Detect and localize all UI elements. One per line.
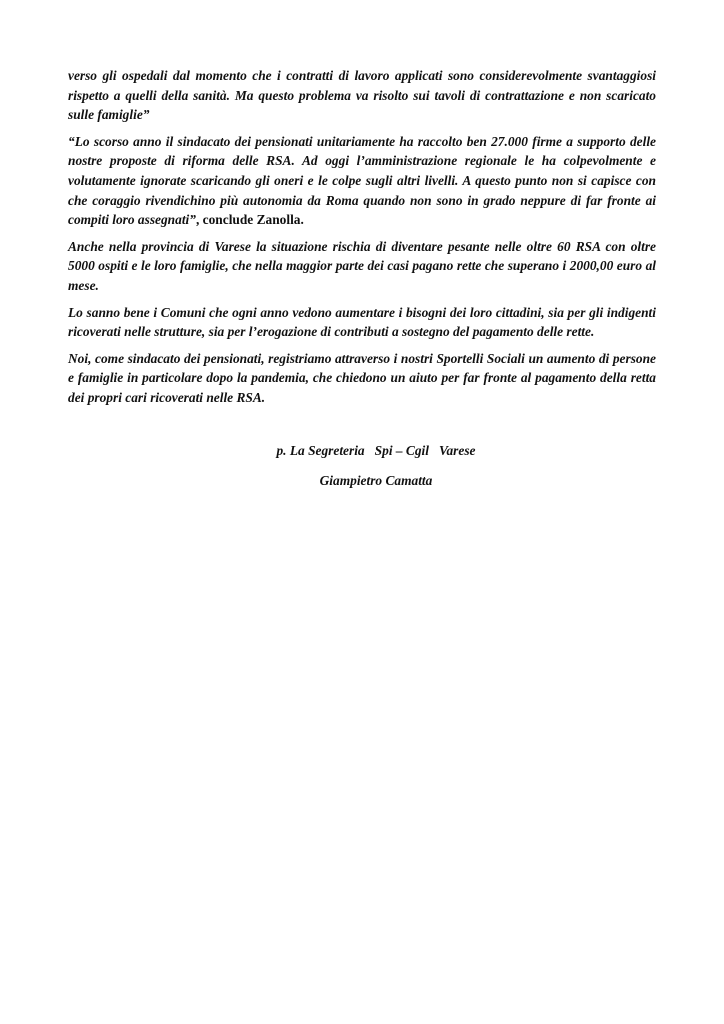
document-page <box>68 66 656 502</box>
paragraph-3 <box>68 237 656 296</box>
paragraph-2 <box>68 132 656 230</box>
paragraph-2-quote: “Lo scorso anno il sindacato dei pensionati unitariamente ha raccolto ben 27.000 firme a supporto delle nostre proposte di riforma delle RSA. Ad oggi l’amministrazione regionale le ha colpevolmente e volutamente ignorate scaricando gli oneri e le colpe sugli altri livelli. A questo punto non si capisce con che coraggio rivendichino più autonomia da Roma quando non sono in grado neppure di far fronte ai compiti loro assegnati” <box>68 133 656 228</box>
paragraph-1-text: verso gli ospedali dal momento che i contratti di lavoro applicati sono considerevolmente svantaggiosi rispetto a quelli della sanità. Ma questo problema va risolto sui tavoli di contrattazione e non scaricato sulle famiglie” <box>68 68 656 123</box>
signature-organization: p. La Segreteria Spi – Cgil Varese <box>276 442 476 458</box>
signature-name: Giampietro Camatta <box>319 473 433 489</box>
paragraph-1 <box>68 66 656 125</box>
signature-block <box>82 441 670 491</box>
paragraph-3-text: Anche nella provincia di Varese la situazione rischia di diventare pesante nelle oltre 60 RSA con oltre 5000 ospiti e le loro famiglie, che nella maggior parte dei casi pagano rette che superano i 2000,00 euro al mese. <box>68 238 656 293</box>
paragraph-5-text: Noi, come sindacato dei pensionati, registriamo attraverso i nostri Sportelli Sociali un aumento di persone e famiglie in particolare dopo la pandemia, che chiedono un aiuto per far fronte al pagamento della retta dei propri cari ricoverati nelle RSA. <box>68 350 656 405</box>
paragraph-5 <box>68 349 656 408</box>
paragraph-4 <box>68 303 656 342</box>
paragraph-2-attribution: , conclude Zanolla. <box>195 212 304 228</box>
paragraph-4-text: Lo sanno bene i Comuni che ogni anno vedono aumentare i bisogni dei loro cittadini, sia per gli indigenti ricoverati nelle strutture, sia per l’erogazione di contributi a sostegno del pagamento delle rette. <box>68 304 656 340</box>
